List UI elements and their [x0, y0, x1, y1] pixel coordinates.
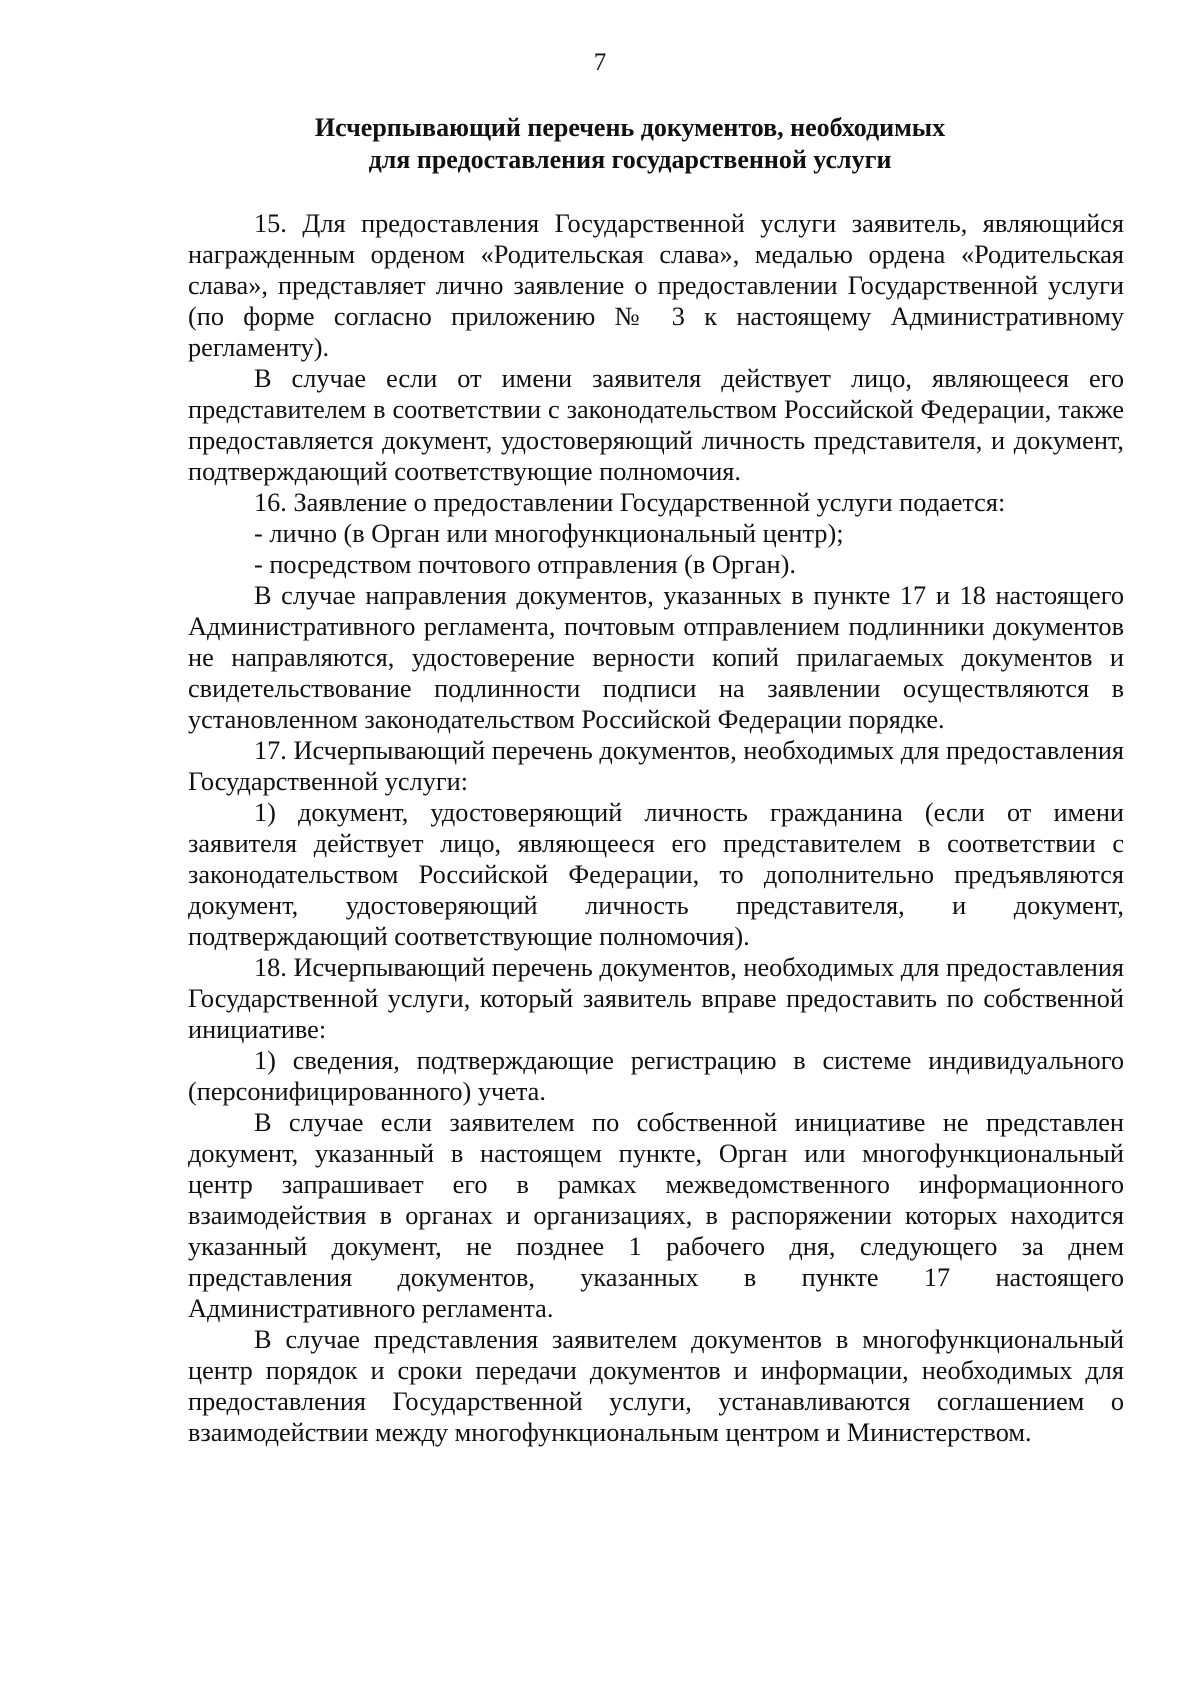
section-title	[190, 112, 1070, 176]
list-item-registration-info: 1) сведения, подтверждающие регистрацию в системе индивидуального (персонифицированного) учета.	[188, 1046, 1124, 1106]
paragraph-18: 18. Исчерпывающий перечень документов, необходимых для предоставления Государственной услуги, который заявитель вправе предоставить по собственной инициативе:	[188, 953, 1124, 1044]
section-title-line-1: Исчерпывающий перечень документов, необходимых	[314, 113, 946, 142]
paragraph-interagency-request: В случае если заявителем по собственной инициативе не представлен документ, указанный в настоящем пункте, Орган или многофункциональный центр запрашивает его в рамках межведомственного информационного взаимодействия в органах и организациях, в распоряжении которых находится указанный документ, не позднее 1 рабочего дня, следующего за днем представления документов, указанных в пункте 17 настоящего Административного регламента.	[188, 1108, 1124, 1323]
paragraph-16: 16. Заявление о предоставлении Государственной услуги подается:	[254, 488, 1006, 517]
page-number: 7	[593, 49, 607, 76]
paragraph-17: 17. Исчерпывающий перечень документов, необходимых для предоставления Государственной услуги:	[188, 736, 1124, 796]
paragraph-mfc-agreement: В случае представления заявителем документов в многофункциональный центр порядок и сроки передачи документов и информации, необходимых для предоставления Государственной услуги, устанавливаются соглашением о взаимодействии между многофункциональным центром и Министерством.	[188, 1325, 1124, 1447]
section-title-line-2: для предоставления государственной услуги	[368, 145, 892, 174]
paragraph-representative: В случае если от имени заявителя действует лицо, являющееся его представителем в соответствии с законодательством Российской Федерации, также предоставляется документ, удостоверяющий личность представителя, и документ, подтверждающий соответствующие полномочия.	[188, 364, 1124, 486]
document-body	[188, 208, 1124, 1448]
list-item-in-person: - лично (в Орган или многофункциональный центр);	[254, 519, 844, 548]
paragraph-15: 15. Для предоставления Государственной услуги заявитель, являющийся награжденным орденом «Родительская слава», медалью ордена «Родительская слава», представляет лично заявление о предоставлении Государственной услуги (по форме согласно приложению № 3 к настоящему Административному регламенту).	[188, 209, 1124, 362]
list-item-identity-document: 1) документ, удостоверяющий личность гражданина (если от имени заявителя действует лицо, являющееся его представителем в соответствии с законодательством Российской Федерации, то дополнительно предъявляются документ, удостоверяющий личность представителя, и документ, подтверждающий соответствующие полномочия).	[188, 798, 1124, 951]
paragraph-postal-documents: В случае направления документов, указанных в пункте 17 и 18 настоящего Административного регламента, почтовым отправлением подлинники документов не направляются, удостоверение верности копий прилагаемых документов и свидетельствование подлинности подписи на заявлении осуществляются в установленном законодательством Российской Федерации порядке.	[188, 581, 1124, 734]
list-item-by-mail: - посредством почтового отправления (в Орган).	[254, 550, 796, 579]
